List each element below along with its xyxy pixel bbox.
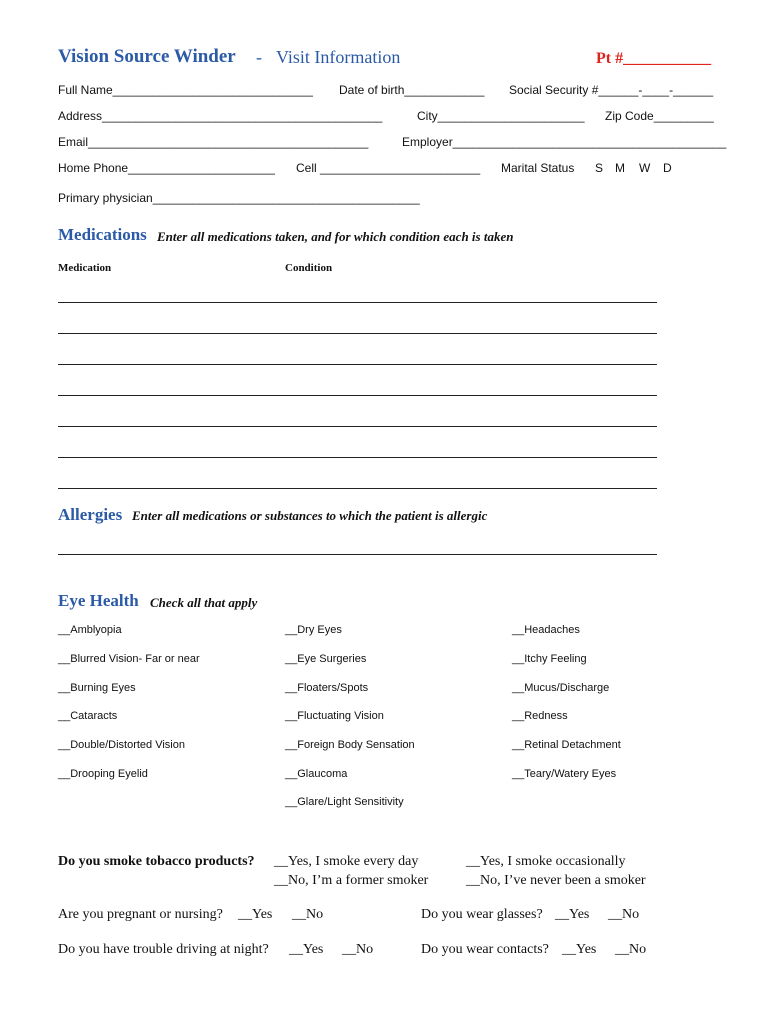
email-field[interactable]: Email__________________________________________ xyxy=(58,135,369,149)
marital-option-married[interactable]: M xyxy=(615,161,625,175)
checkbox-floaters-spots[interactable]: __Floaters/Spots xyxy=(285,682,369,694)
medication-line[interactable] xyxy=(58,364,657,365)
checkbox-drooping-eyelid[interactable]: __Drooping Eyelid xyxy=(58,768,148,780)
smoke-option-former[interactable]: __No, I’m a former smoker xyxy=(274,873,429,888)
checkbox-mucus-discharge[interactable]: __Mucus/Discharge xyxy=(512,682,610,694)
employer-field[interactable]: Employer_________________________________________ xyxy=(402,135,727,149)
smoke-option-occasional[interactable]: __Yes, I smoke occasionally xyxy=(466,854,626,869)
marital-option-widowed[interactable]: W xyxy=(639,161,651,175)
glasses-yes-option[interactable]: __Yes xyxy=(555,907,590,922)
night-driving-yes-option[interactable]: __Yes xyxy=(289,942,324,957)
checkbox-redness[interactable]: __Redness xyxy=(512,710,568,722)
medication-line[interactable] xyxy=(58,333,657,334)
glasses-question: Do you wear glasses? xyxy=(421,907,543,922)
allergies-instructions: Enter all medications or substances to which the patient is allergic xyxy=(132,508,488,523)
contacts-question: Do you wear contacts? xyxy=(421,942,549,957)
pregnant-no-option[interactable]: __No xyxy=(292,907,324,922)
contacts-yes-option[interactable]: __Yes xyxy=(562,942,597,957)
checkbox-amblyopia[interactable]: __Amblyopia xyxy=(58,624,122,636)
checkbox-teary-eyes[interactable]: __Teary/Watery Eyes xyxy=(512,768,617,780)
zip-field[interactable]: Zip Code_________ xyxy=(605,109,714,123)
glasses-no-option[interactable]: __No xyxy=(608,907,640,922)
pregnant-question: Are you pregnant or nursing? xyxy=(58,907,223,922)
smoke-option-never[interactable]: __No, I’ve never been a smoker xyxy=(466,873,646,888)
contacts-no-option[interactable]: __No xyxy=(615,942,647,957)
home-phone-field[interactable]: Home Phone______________________ xyxy=(58,161,275,175)
checkbox-glare-sensitivity[interactable]: __Glare/Light Sensitivity xyxy=(285,796,404,808)
checkbox-itchy-feeling[interactable]: __Itchy Feeling xyxy=(512,653,587,665)
checkbox-headaches[interactable]: __Headaches xyxy=(512,624,580,636)
checkbox-cataracts[interactable]: __Cataracts xyxy=(58,710,118,722)
smoke-question: Do you smoke tobacco products? xyxy=(58,854,255,869)
city-field[interactable]: City______________________ xyxy=(417,109,585,123)
medications-instructions: Enter all medications taken, and for which condition each is taken xyxy=(157,229,514,244)
patient-number-field[interactable]: Pt #___________ xyxy=(596,50,712,67)
eye-health-instructions: Check all that apply xyxy=(150,595,258,610)
full-name-field[interactable]: Full Name______________________________ xyxy=(58,83,313,97)
medication-line[interactable] xyxy=(58,426,657,427)
cell-field[interactable]: Cell ________________________ xyxy=(296,161,481,175)
medication-column-header: Medication xyxy=(58,262,112,274)
eye-health-heading: Eye Health xyxy=(58,591,139,610)
checkbox-foreign-body[interactable]: __Foreign Body Sensation xyxy=(285,739,415,751)
checkbox-burning-eyes[interactable]: __Burning Eyes xyxy=(58,682,136,694)
title-separator: - xyxy=(256,47,262,67)
checkbox-double-vision[interactable]: __Double/Distorted Vision xyxy=(58,739,185,751)
marital-option-single[interactable]: S xyxy=(595,161,604,175)
night-driving-question: Do you have trouble driving at night? xyxy=(58,942,269,957)
allergies-heading: Allergies xyxy=(58,505,123,524)
checkbox-glaucoma[interactable]: __Glaucoma xyxy=(285,768,348,780)
allergy-line[interactable] xyxy=(58,554,657,555)
condition-column-header: Condition xyxy=(285,262,333,274)
night-driving-no-option[interactable]: __No xyxy=(342,942,374,957)
address-field[interactable]: Address__________________________________________ xyxy=(58,109,383,123)
primary-physician-field[interactable]: Primary physician________________________________________ xyxy=(58,191,420,205)
checkbox-retinal-detachment[interactable]: __Retinal Detachment xyxy=(512,739,621,751)
checkbox-fluctuating-vision[interactable]: __Fluctuating Vision xyxy=(285,710,384,722)
ssn-field[interactable]: Social Security #______-____-______ xyxy=(509,83,714,97)
medications-heading: Medications xyxy=(58,225,147,244)
medication-line[interactable] xyxy=(58,457,657,458)
marital-option-divorced[interactable]: D xyxy=(663,161,672,175)
smoke-option-daily[interactable]: __Yes, I smoke every day xyxy=(274,854,419,869)
checkbox-blurred-vision[interactable]: __Blurred Vision- Far or near xyxy=(58,653,200,665)
form-title: Vision Source Winder xyxy=(58,46,236,67)
pregnant-yes-option[interactable]: __Yes xyxy=(238,907,273,922)
medication-line[interactable] xyxy=(58,488,657,489)
checkbox-eye-surgeries[interactable]: __Eye Surgeries xyxy=(285,653,367,665)
medication-line[interactable] xyxy=(58,395,657,396)
medication-line[interactable] xyxy=(58,302,657,303)
checkbox-dry-eyes[interactable]: __Dry Eyes xyxy=(285,624,342,636)
marital-status-label: Marital Status xyxy=(501,161,575,175)
dob-field[interactable]: Date of birth____________ xyxy=(339,83,485,97)
form-subtitle: Visit Information xyxy=(276,47,401,67)
